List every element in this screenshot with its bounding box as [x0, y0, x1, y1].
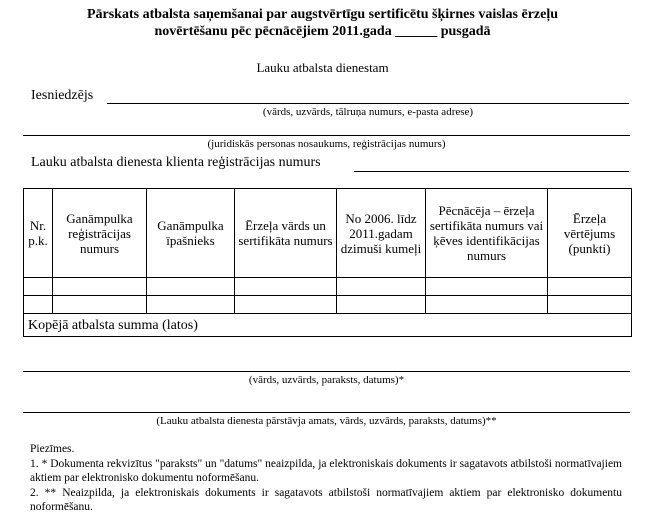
representative-field-line[interactable]	[23, 412, 630, 413]
recipient-line: Lauku atbalsta dienestam	[256, 60, 389, 75]
col-header-offspring-id: Pēcnācēja – ērzeļa sertifikāta numurs vai ķēves identifikācijas numurs	[426, 189, 548, 278]
table-cell[interactable]	[337, 278, 426, 296]
table-cell[interactable]	[147, 278, 235, 296]
table-cell[interactable]	[53, 296, 147, 314]
table-cell[interactable]	[53, 278, 147, 296]
notes-heading: Piezīmes.	[30, 443, 75, 455]
table-cell[interactable]	[426, 296, 548, 314]
table-row	[24, 296, 632, 314]
title-line-2: novērtēšanu pēc pēcnācējiem 2011.gada ______ pusgadā	[154, 24, 491, 39]
table-cell[interactable]	[426, 278, 548, 296]
document-title	[30, 6, 615, 40]
table-total-row	[24, 314, 632, 337]
table-cell[interactable]	[235, 296, 337, 314]
applicant-caption: (vārds, uzvārds, tālruņa numurs, e-pasta adrese)	[262, 106, 474, 118]
table-header-row	[24, 189, 632, 278]
col-header-nr: Nr. p.k.	[24, 189, 53, 278]
table-row	[24, 278, 632, 296]
col-header-foals-born: No 2006. līdz 2011.gadam dzimuši kumeļi	[337, 189, 426, 278]
client-reg-label: Lauku atbalsta dienesta klienta reģistrācijas numurs	[31, 155, 321, 170]
table-cell[interactable]	[235, 278, 337, 296]
table-cell[interactable]	[548, 296, 632, 314]
col-header-herd-owner: Ganāmpulka īpašnieks	[147, 189, 235, 278]
col-header-stallion-score: Ērzeļa vērtējums (punkti)	[548, 189, 632, 278]
signature-field-line[interactable]	[23, 371, 630, 372]
total-support-label: Kopējā atbalsta summa (latos)	[24, 314, 632, 337]
table-cell[interactable]	[24, 296, 53, 314]
note-2: 2. ** Neaizpilda, ja elektroniskais dokuments ir sagatavots atbilstoši normatīvajiem aktiem par elektronisko dokumentu noformēšanu.	[30, 486, 622, 513]
table-cell[interactable]	[337, 296, 426, 314]
applicant-label: Iesniedzējs	[31, 88, 94, 103]
client-reg-field-line[interactable]	[354, 171, 629, 172]
table-cell[interactable]	[147, 296, 235, 314]
col-header-stallion-name: Ērzeļa vārds un sertifikāta numurs	[235, 189, 337, 278]
legal-entity-field-line[interactable]	[23, 135, 630, 136]
applicant-field-line[interactable]	[107, 103, 629, 104]
col-header-herd-reg-number: Ganāmpulka reģistrācijas numurs	[53, 189, 147, 278]
note-1: 1. * Dokumenta rekvizītus "paraksts" un "datums" neaizpilda, ja elektroniskais dokuments ir sagatavots atbilstoši normatīvajiem aktiem par elektronisko dokumentu noformēšanu.	[30, 457, 622, 484]
title-line-1: Pārskats atbalsta saņemšanai par augstvērtīgu sertificētu šķirnes vaislas ērzeļu	[86, 7, 559, 22]
notes-section	[30, 442, 622, 515]
table-cell[interactable]	[548, 278, 632, 296]
legal-entity-caption: (juridiskās personas nosaukums, reģistrācijas numurs)	[207, 138, 446, 150]
representative-caption: (Lauku atbalsta dienesta pārstāvja amats, vārds, uzvārds, paraksts, datums)**	[156, 415, 497, 427]
support-table	[23, 188, 632, 337]
table-cell[interactable]	[24, 278, 53, 296]
signature-caption: (vārds, uzvārds, paraksts, datums)*	[248, 374, 405, 386]
